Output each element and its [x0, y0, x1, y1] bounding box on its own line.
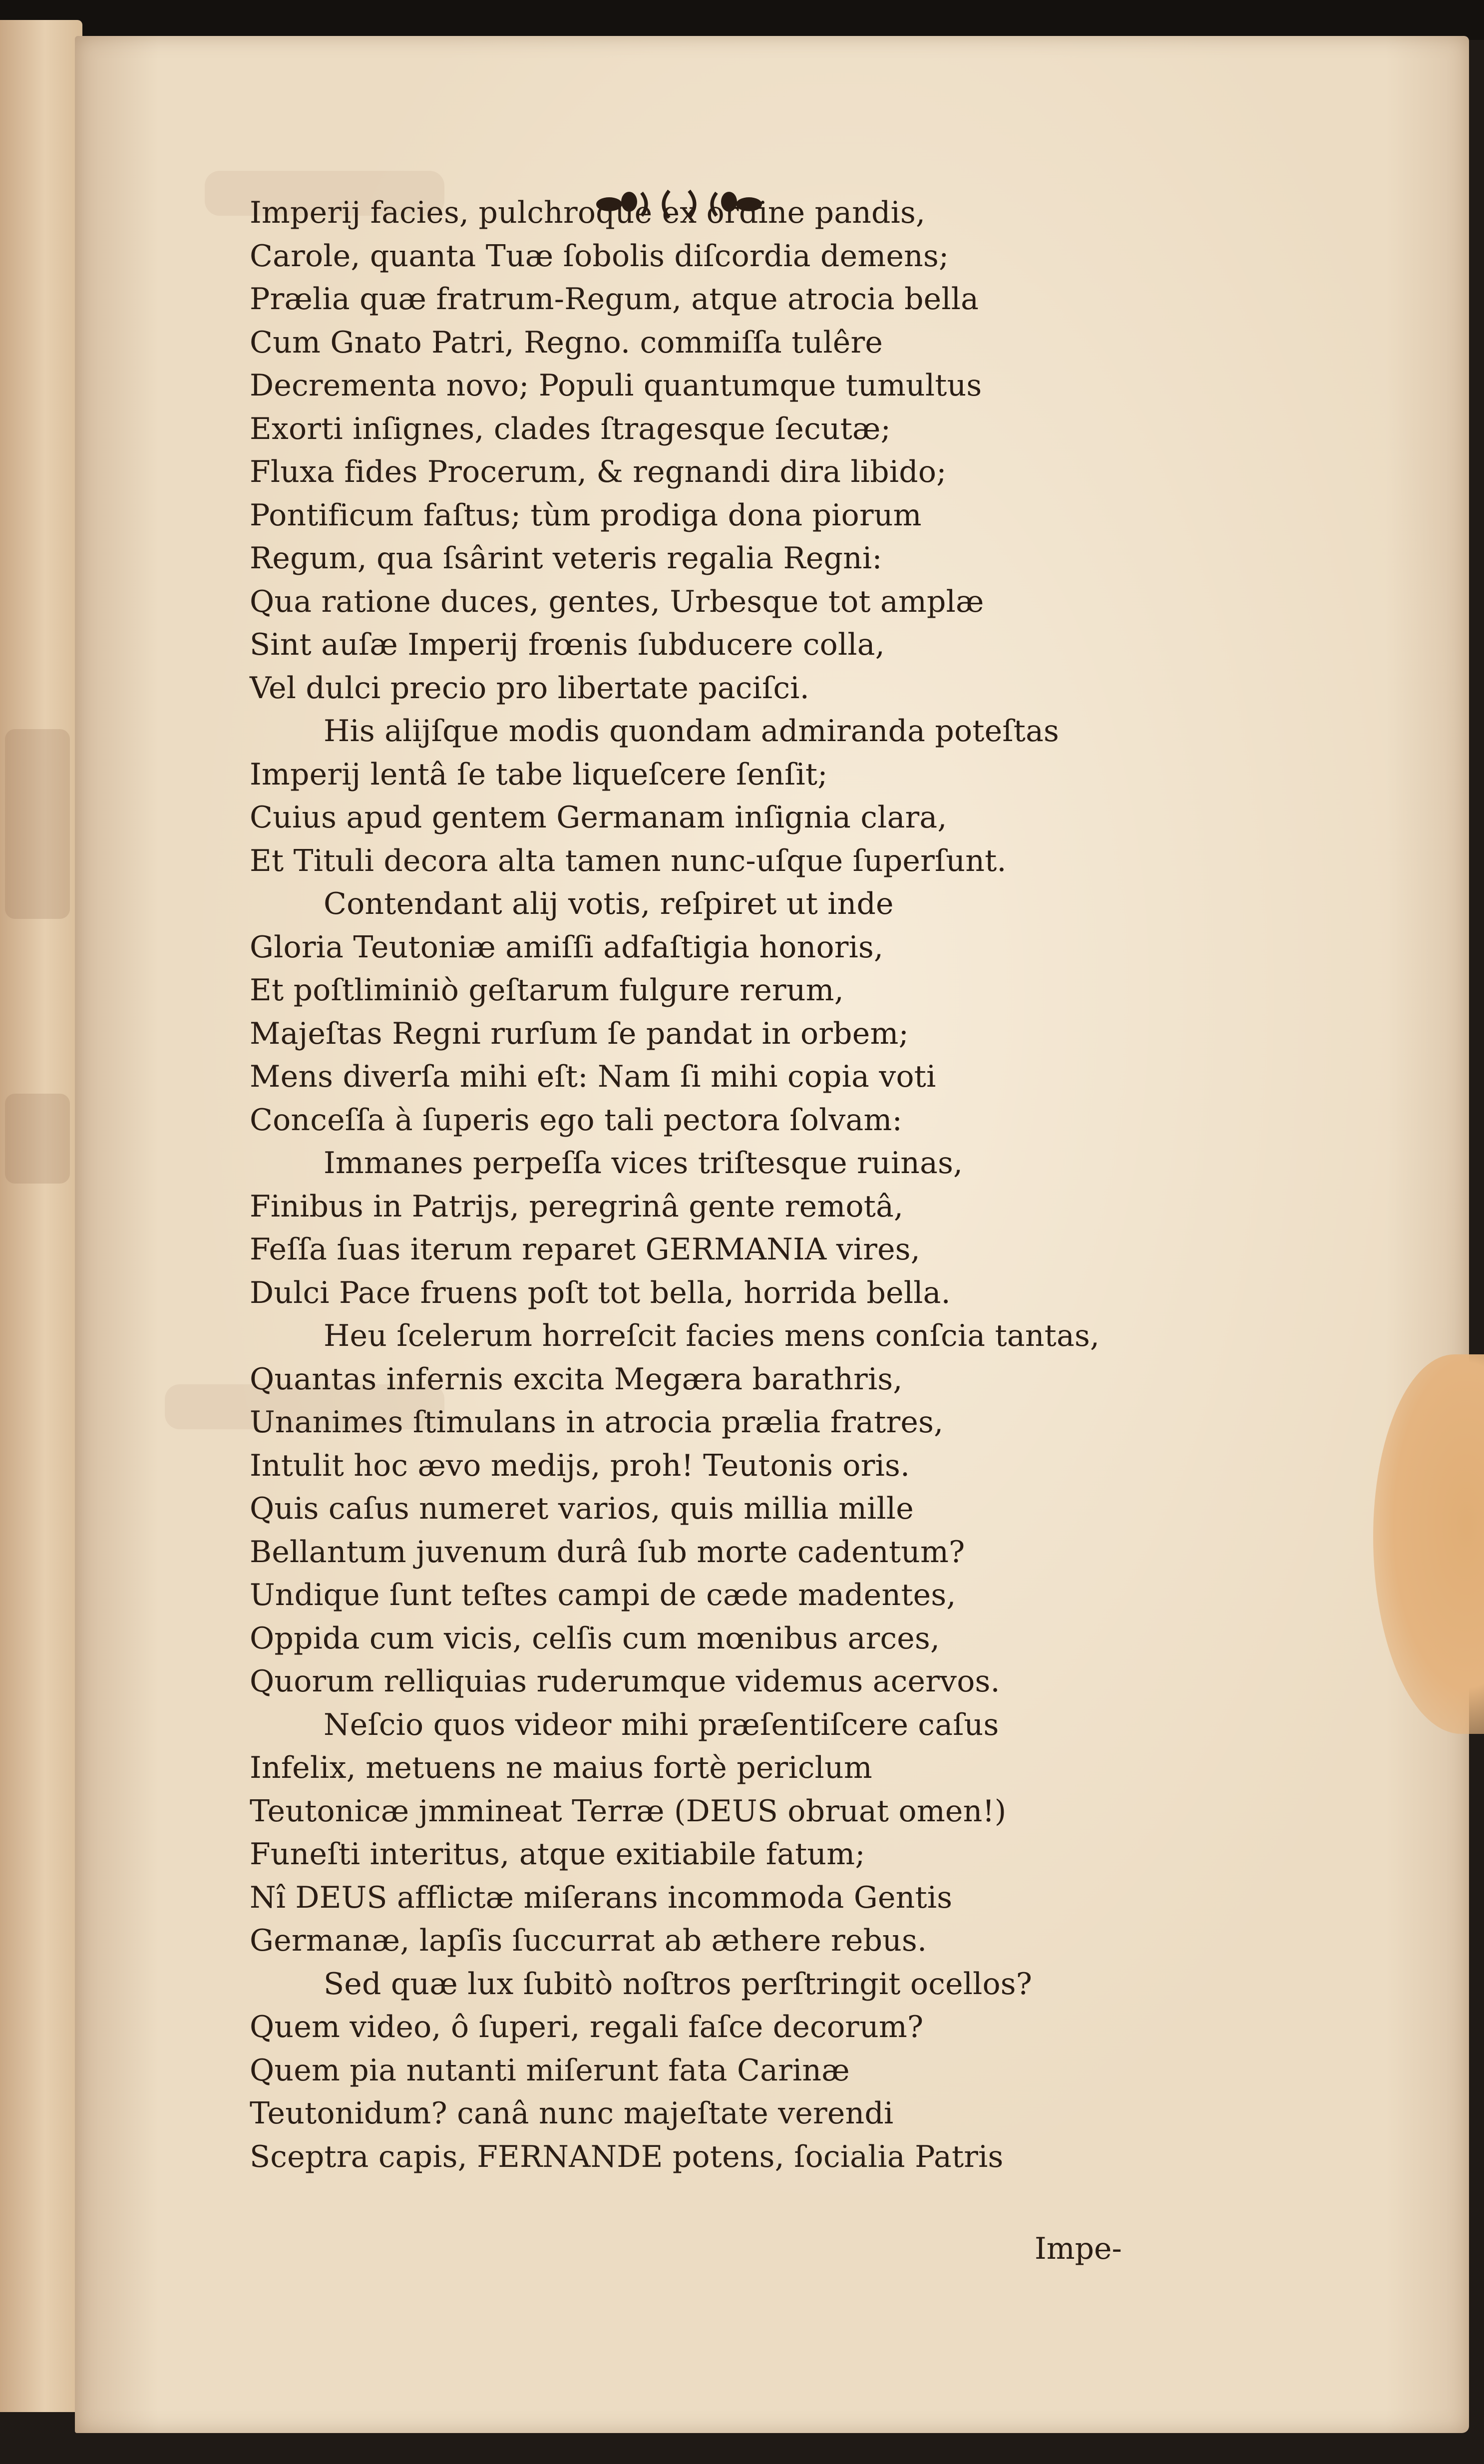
verse-line: Sceptra capis, FERNANDE potens, ſocialia Patris — [250, 2139, 1004, 2174]
verse-line: Teutonicæ jmmineat Terræ (DEUS obruat omen!) — [250, 1793, 1007, 1829]
verse-line: Sint auſæ Imperij frœnis ſubducere colla, — [250, 627, 885, 662]
verse-line: Cuius apud gentem Germanam inſignia clara, — [250, 800, 947, 835]
water-stain — [1373, 1354, 1484, 1734]
verse-line: Mens diverſa mihi eſt: Nam ſi mihi copia voti — [250, 1059, 936, 1094]
verse-line: Contendant alij votis, reſpiret ut inde — [324, 886, 894, 921]
show-through-mark — [5, 1094, 70, 1184]
verse-line: Quantas infernis excita Megæra barathris, — [250, 1361, 903, 1397]
show-through-mark — [5, 729, 70, 919]
verse-line: Germanæ, lapſis ſuccurrat ab æthere rebus. — [250, 1923, 927, 1958]
verse-line: Finibus in Patrijs, peregrinâ gente remotâ, — [250, 1189, 904, 1224]
verse-line: Et poſtliminiò geſtarum fulgure rerum, — [250, 973, 844, 1008]
verse-text-block — [250, 191, 1158, 2178]
verse-line: Fluxa fides Procerum, & regnandi dira libido; — [250, 454, 947, 489]
verse-line: Feſſa ſuas iterum reparet GERMANIA vires, — [250, 1232, 921, 1267]
verse-line: Imperij facies, pulchroque ex ordine pandis, — [250, 195, 926, 230]
verse-line: Unanimes ſtimulans in atrocia prælia fratres, — [250, 1405, 944, 1440]
verse-line: Intulit hoc ævo medijs, proh! Teutonis oris. — [250, 1448, 910, 1483]
verse-line: Sed quæ lux ſubitò noſtros perſtringit ocellos? — [324, 1966, 1033, 2002]
previous-page-edge — [0, 20, 82, 2412]
verse-line: Prælia quæ fratrum-Regum, atque atrocia bella — [250, 282, 979, 317]
verse-line: Regum, qua ſsârint veteris regalia Regni: — [250, 541, 882, 576]
scan-background — [0, 0, 1484, 40]
verse-line: Pontificum faſtus; tùm prodiga dona piorum — [250, 497, 922, 533]
verse-line: Gloria Teutoniæ amiſſi adfaſtigia honoris, — [250, 929, 884, 965]
verse-line: Infelix, metuens ne maius fortè periclum — [250, 1750, 872, 1785]
verse-line: Majeſtas Regni rurſum ſe pandat in orbem; — [250, 1016, 909, 1051]
verse-line: Dulci Pace fruens poſt tot bella, horrida bella. — [250, 1275, 951, 1310]
verse-line: Oppida cum vicis, celſis cum mœnibus arces, — [250, 1621, 940, 1656]
verse-line: Quem pia nutanti miſerunt fata Carinæ — [250, 2053, 850, 2088]
verse-line: Vel dulci precio pro libertate paciſci. — [250, 670, 809, 706]
verse-line: Quem video, ô ſuperi, regali faſce decorum? — [250, 2010, 924, 2045]
verse-line: Neſcio quos videor mihi præſentiſcere caſus — [324, 1707, 999, 1742]
verse-line: Immanes perpeſſa vices triſtesque ruinas, — [324, 1146, 963, 1181]
verse-line: Teutonidum? canâ nunc majeſtate verendi — [250, 2096, 894, 2131]
verse-line: Funeſti interitus, atque exitiabile fatum; — [250, 1837, 865, 1872]
verse-line: His alijſque modis quondam admiranda poteſtas — [324, 714, 1060, 749]
verse-line: Carole, quanta Tuæ ſobolis diſcordia demens; — [250, 238, 949, 274]
verse-line: Heu ſcelerum horreſcit facies mens conſcia tantas, — [324, 1318, 1100, 1353]
verse-line: Cum Gnato Patri, Regno. commiſſa tulêre — [250, 325, 883, 360]
verse-line: Nî DEUS afflictæ miſerans incommoda Gentis — [250, 1880, 953, 1915]
verse-line: Quis caſus numeret varios, quis millia mille — [250, 1491, 914, 1526]
verse-line: Qua ratione duces, gentes, Urbesque tot amplæ — [250, 584, 984, 619]
verse-line: Bellantum juvenum durâ ſub morte cadentum? — [250, 1534, 965, 1570]
verse-line: Decrementa novo; Populi quantumque tumultus — [250, 368, 982, 403]
verse-line: Et Tituli decora alta tamen nunc-uſque ſuperſunt. — [250, 843, 1007, 878]
catchword: Impe- — [1035, 2231, 1122, 2266]
verse-line: Exorti inſignes, clades ſtragesque ſecutæ; — [250, 411, 891, 446]
verse-line: Imperij lentâ ſe tabe liqueſcere ſenſit; — [250, 757, 828, 792]
verse-line: Conceſſa à ſuperis ego tali pectora ſolvam: — [250, 1102, 903, 1138]
verse-line: Quorum relliquias ruderumque videmus acervos. — [250, 1664, 1000, 1699]
verse-line: Undique ſunt teſtes campi de cæde madentes, — [250, 1578, 956, 1613]
